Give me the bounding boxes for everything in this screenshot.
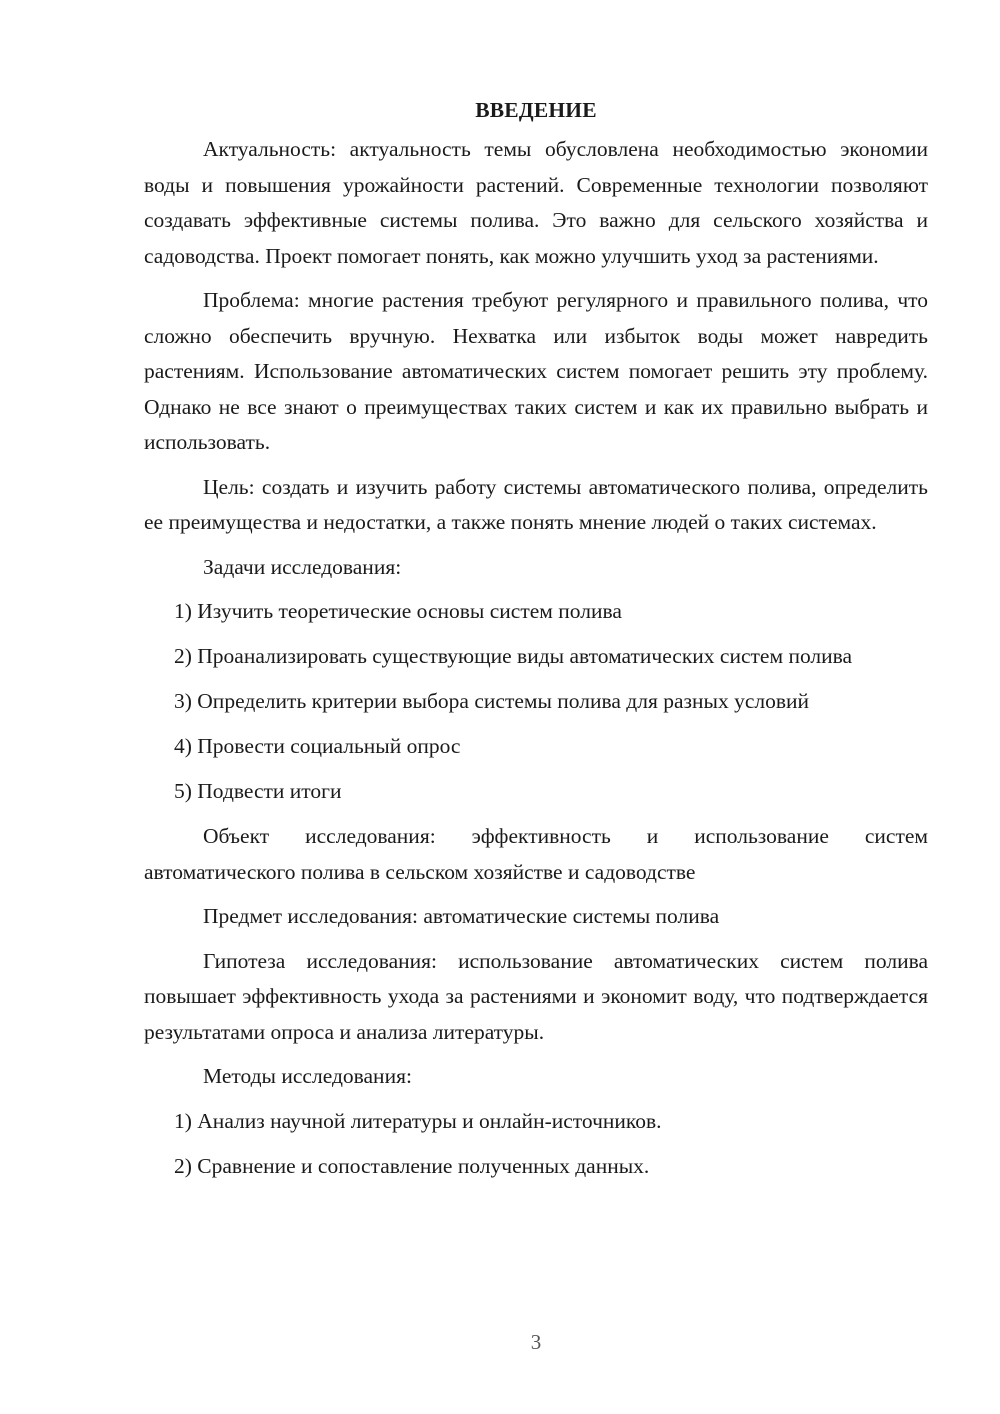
task-item: 5) Подвести итоги <box>174 779 342 803</box>
page-title: ВВЕДЕНИЕ <box>475 98 597 122</box>
task-item: 3) Определить критерии выбора системы полива для разных условий <box>174 689 810 713</box>
page-number: 3 <box>530 1330 542 1354</box>
method-item: 2) Сравнение и сопоставление полученных данных. <box>174 1153 650 1178</box>
methods-title: Методы исследования: <box>203 1064 412 1088</box>
object-paragraph: Объект исследования: эффективность и использование систем автоматического полива в сельском хозяйстве и садоводстве <box>144 824 928 884</box>
task-item: 2) Проанализировать существующие виды автоматических систем полива <box>174 644 853 668</box>
task-item: 4) Провести социальный опрос <box>174 734 461 758</box>
relevance-paragraph: Актуальность: актуальность темы обусловлена необходимостью экономии воды и повышения урожайности растений. Современные технологии позволяют создавать эффективные системы полива. Это важно для сельского хозяйства и садоводства. Проект помогает понять, как можно улучшить уход за растениями. <box>144 137 928 268</box>
goal-paragraph: Цель: создать и изучить работу системы автоматического полива, определить ее преимущества и недостатки, а также понять мнение людей о таких системах. <box>144 474 928 534</box>
task-item: 1) Изучить теоретические основы систем полива <box>174 599 622 623</box>
hypothesis-paragraph: Гипотеза исследования: использование автоматических систем полива повышает эффективность ухода за растениями и экономит воду, что подтверждается результатами опроса и анализа литературы. <box>144 948 928 1044</box>
subject-paragraph: Предмет исследования: автоматические системы полива <box>203 904 720 928</box>
tasks-title: Задачи исследования: <box>203 554 402 579</box>
problem-paragraph: Проблема: многие растения требуют регулярного и правильного полива, что сложно обеспечить вручную. Нехватка или избыток воды может навредить растениям. Использование автоматических систем помогает решить эту проблему. Однако не все знают о преимуществах таких систем и как их правильно выбрать и использовать. <box>144 288 928 454</box>
document-body <box>144 92 928 1194</box>
method-item: 1) Анализ научной литературы и онлайн-источников. <box>174 1108 662 1133</box>
